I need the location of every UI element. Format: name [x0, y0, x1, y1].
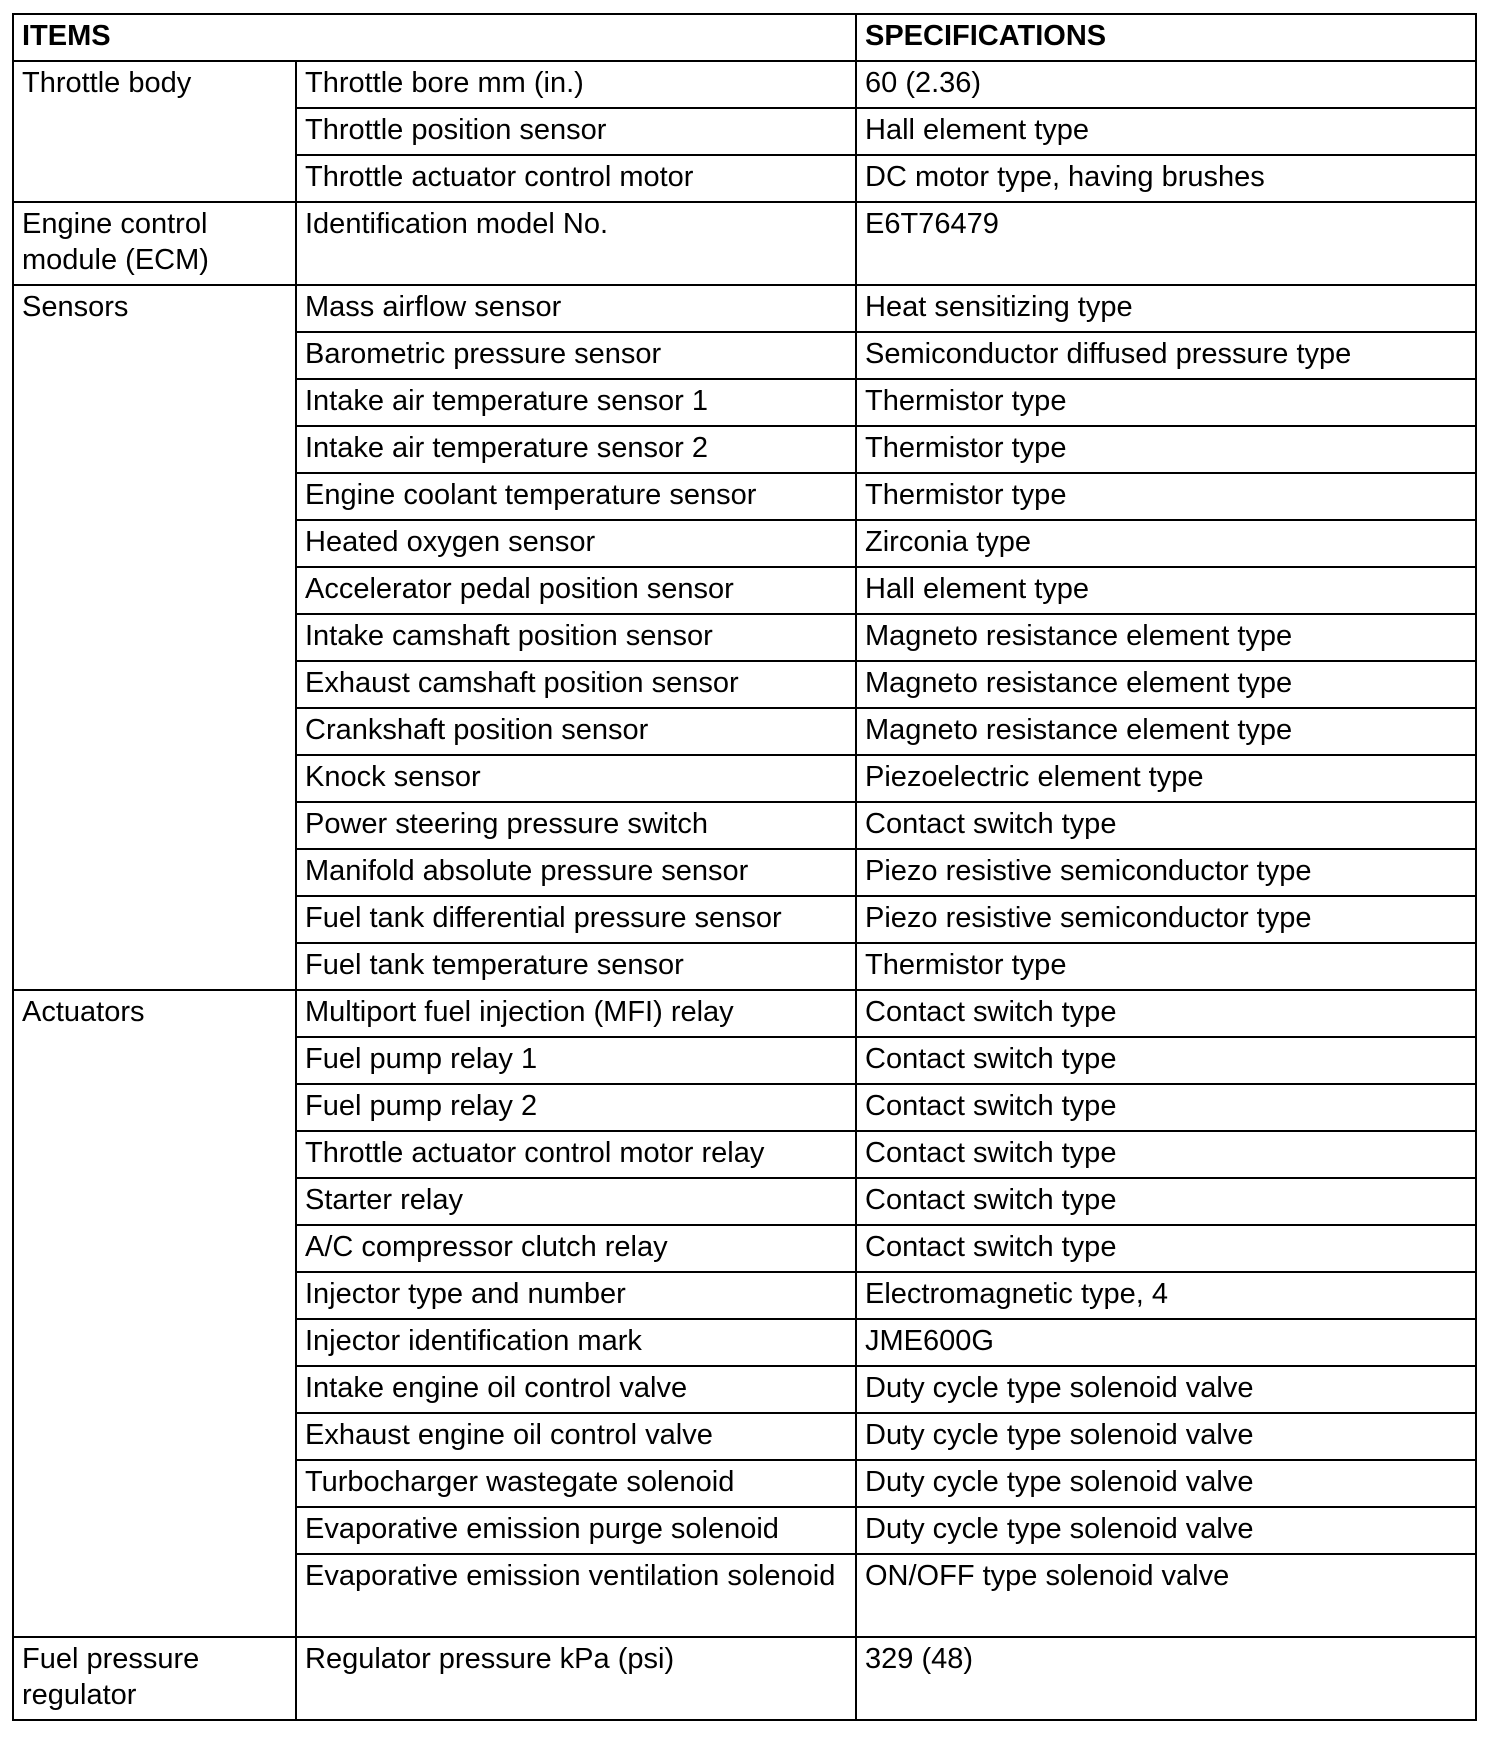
item-cell: Multiport fuel injection (MFI) relay [296, 990, 856, 1037]
item-cell: Regulator pressure kPa (psi) [296, 1637, 856, 1720]
group-name-cell: Throttle body [13, 61, 296, 202]
group-name-cell: Fuel pressure regulator [13, 1637, 296, 1720]
item-cell: Mass airflow sensor [296, 285, 856, 332]
specification-cell: ON/OFF type solenoid valve [856, 1554, 1476, 1637]
item-cell: Fuel pump relay 2 [296, 1084, 856, 1131]
item-cell: Fuel pump relay 1 [296, 1037, 856, 1084]
table-row [13, 202, 1476, 285]
specifications-table-body [13, 14, 1476, 1720]
specification-cell: Contact switch type [856, 990, 1476, 1037]
table-row [13, 1637, 1476, 1720]
item-cell: Heated oxygen sensor [296, 520, 856, 567]
specification-cell: Thermistor type [856, 426, 1476, 473]
specification-cell: Contact switch type [856, 1225, 1476, 1272]
item-cell: Power steering pressure switch [296, 802, 856, 849]
specification-cell: Electromagnetic type, 4 [856, 1272, 1476, 1319]
specification-cell: Piezo resistive semiconductor type [856, 896, 1476, 943]
item-cell: Injector identification mark [296, 1319, 856, 1366]
specification-cell: JME600G [856, 1319, 1476, 1366]
specification-cell: 60 (2.36) [856, 61, 1476, 108]
item-cell: Accelerator pedal position sensor [296, 567, 856, 614]
specification-cell: Thermistor type [856, 943, 1476, 990]
item-cell: Manifold absolute pressure sensor [296, 849, 856, 896]
item-cell: Evaporative emission ventilation solenoid [296, 1554, 856, 1637]
header-row [13, 14, 1476, 61]
specification-cell: Duty cycle type solenoid valve [856, 1413, 1476, 1460]
specification-cell: Contact switch type [856, 802, 1476, 849]
specification-cell: Piezoelectric element type [856, 755, 1476, 802]
item-cell: Evaporative emission purge solenoid [296, 1507, 856, 1554]
item-cell: Exhaust camshaft position sensor [296, 661, 856, 708]
item-cell: Barometric pressure sensor [296, 332, 856, 379]
item-cell: Throttle actuator control motor relay [296, 1131, 856, 1178]
specification-cell: Hall element type [856, 108, 1476, 155]
item-cell: Fuel tank temperature sensor [296, 943, 856, 990]
specification-cell: 329 (48) [856, 1637, 1476, 1720]
item-cell: A/C compressor clutch relay [296, 1225, 856, 1272]
item-cell: Intake air temperature sensor 1 [296, 379, 856, 426]
item-cell: Engine coolant temperature sensor [296, 473, 856, 520]
specification-cell: Duty cycle type solenoid valve [856, 1507, 1476, 1554]
specification-cell: Magneto resistance element type [856, 661, 1476, 708]
item-cell: Fuel tank differential pressure sensor [296, 896, 856, 943]
specification-cell: E6T76479 [856, 202, 1476, 285]
specification-cell: Contact switch type [856, 1131, 1476, 1178]
item-cell: Turbocharger wastegate solenoid [296, 1460, 856, 1507]
item-cell: Crankshaft position sensor [296, 708, 856, 755]
item-cell: Intake air temperature sensor 2 [296, 426, 856, 473]
table-row [13, 61, 1476, 108]
table-row [13, 990, 1476, 1037]
item-cell: Throttle bore mm (in.) [296, 61, 856, 108]
specification-cell: Semiconductor diffused pressure type [856, 332, 1476, 379]
specification-cell: Contact switch type [856, 1084, 1476, 1131]
item-cell: Intake camshaft position sensor [296, 614, 856, 661]
items-header: ITEMS [13, 14, 856, 61]
specification-cell: Contact switch type [856, 1178, 1476, 1225]
specifications-header: SPECIFICATIONS [856, 14, 1476, 61]
item-cell: Throttle actuator control motor [296, 155, 856, 202]
group-name-cell: Actuators [13, 990, 296, 1637]
specifications-table [12, 13, 1477, 1721]
specification-cell: Magneto resistance element type [856, 708, 1476, 755]
item-cell: Throttle position sensor [296, 108, 856, 155]
item-cell: Knock sensor [296, 755, 856, 802]
item-cell: Starter relay [296, 1178, 856, 1225]
specification-cell: Thermistor type [856, 473, 1476, 520]
group-name-cell: Sensors [13, 285, 296, 990]
specification-cell: Heat sensitizing type [856, 285, 1476, 332]
table-row [13, 285, 1476, 332]
specification-cell: Thermistor type [856, 379, 1476, 426]
specification-cell: DC motor type, having brushes [856, 155, 1476, 202]
item-cell: Intake engine oil control valve [296, 1366, 856, 1413]
specification-cell: Magneto resistance element type [856, 614, 1476, 661]
item-cell: Exhaust engine oil control valve [296, 1413, 856, 1460]
specification-cell: Piezo resistive semiconductor type [856, 849, 1476, 896]
item-cell: Injector type and number [296, 1272, 856, 1319]
specification-cell: Duty cycle type solenoid valve [856, 1460, 1476, 1507]
item-cell: Identification model No. [296, 202, 856, 285]
specification-cell: Duty cycle type solenoid valve [856, 1366, 1476, 1413]
specification-cell: Hall element type [856, 567, 1476, 614]
specification-cell: Zirconia type [856, 520, 1476, 567]
specification-cell: Contact switch type [856, 1037, 1476, 1084]
group-name-cell: Engine control module (ECM) [13, 202, 296, 285]
